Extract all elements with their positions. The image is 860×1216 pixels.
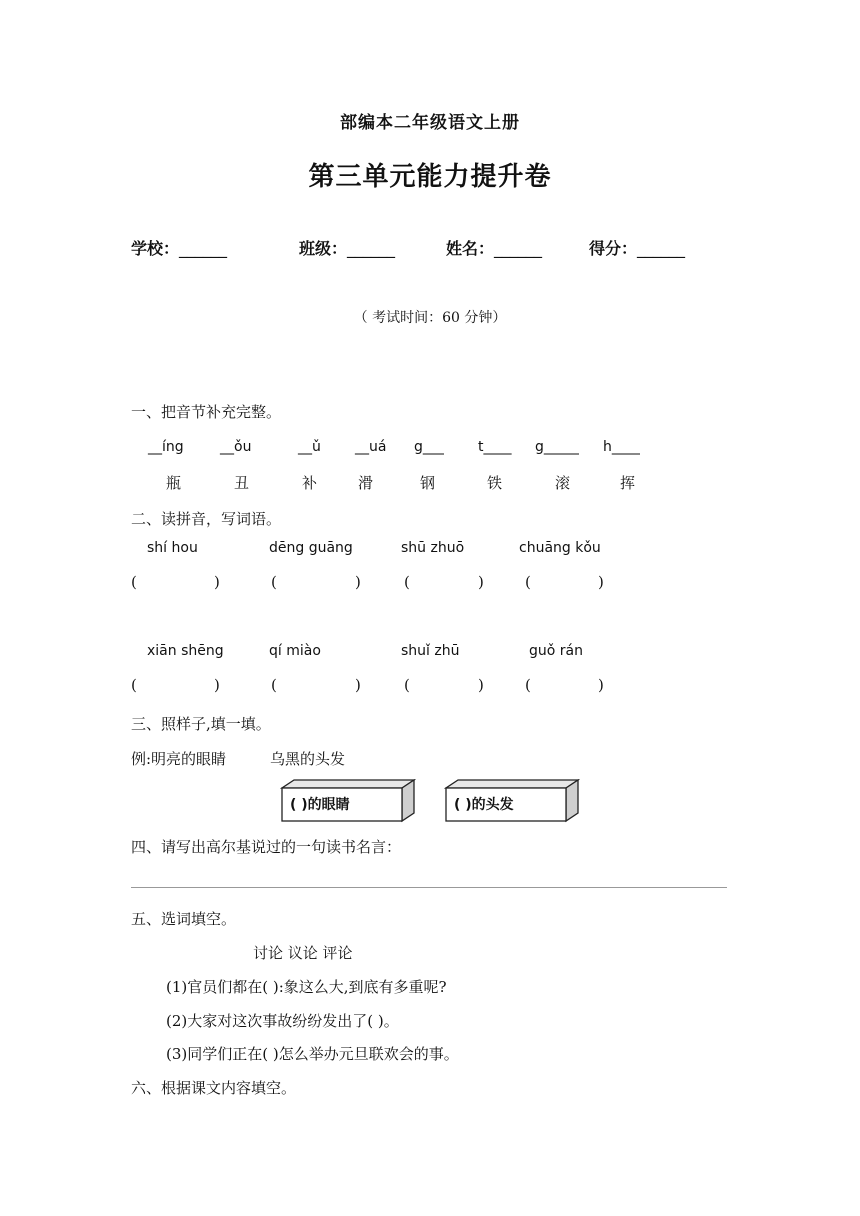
- q5-item-2: (2)大家对这次事故纷纷发出了( )。: [166, 1012, 399, 1030]
- q1-pinyin-7: g_____: [535, 439, 579, 455]
- q2-answer-3-close: ): [478, 573, 484, 591]
- q5-word-bank: 讨论 议论 评论: [253, 944, 353, 962]
- q3-box-2: [444, 779, 580, 823]
- q2-answer-2-open: (: [271, 573, 277, 591]
- q1-pinyin-1: __íng: [148, 439, 184, 455]
- q1-heading: 一、把音节补充完整。: [131, 403, 282, 421]
- q2-answer-4-close: ): [598, 573, 604, 591]
- q2-pinyin-2: dēng guāng: [269, 540, 353, 556]
- q2-pinyin-3: shū zhuō: [401, 540, 465, 556]
- q2-pinyin-1: shí hou: [147, 540, 198, 556]
- q2-pinyin-5: xiān shēng: [147, 643, 224, 659]
- q4-answer-line: [131, 887, 727, 888]
- q2-heading: 二、读拼音，写词语。: [131, 510, 282, 528]
- q1-char-3: 补: [302, 474, 318, 492]
- q2-answer-6-close: ): [355, 676, 361, 694]
- q2-answer-7-close: ): [478, 676, 484, 694]
- q3-example-2: 乌黑的头发: [270, 750, 346, 768]
- q2-answer-4-open: (: [525, 573, 531, 591]
- q2-answer-5-close: ): [214, 676, 220, 694]
- q1-char-2: 丑: [234, 474, 250, 492]
- q2-answer-8-open: (: [525, 676, 531, 694]
- q2-answer-7-open: (: [404, 676, 410, 694]
- page-subtitle: 部编本二年级语文上册: [340, 113, 520, 133]
- q1-char-7: 滚: [555, 474, 571, 492]
- q2-pinyin-7: shuǐ zhū: [401, 643, 460, 659]
- info-school-blank: ______: [179, 239, 228, 258]
- info-school: [131, 236, 227, 259]
- q1-char-6: 铁: [487, 474, 503, 492]
- info-name: [446, 236, 542, 259]
- q3-box-1: [280, 779, 416, 823]
- q2-answer-3-open: (: [404, 573, 410, 591]
- q3-heading: 三、照样子,填一填。: [131, 715, 271, 733]
- q1-char-4: 滑: [358, 474, 374, 492]
- q2-answer-2-close: ): [355, 573, 361, 591]
- info-class-blank: ______: [347, 239, 396, 258]
- info-name-blank: ______: [494, 239, 543, 258]
- info-class-label: 班级：: [299, 239, 348, 258]
- q1-char-8: 挥: [620, 474, 636, 492]
- q1-pinyin-5: g___: [414, 439, 444, 455]
- q2-answer-1-open: (: [131, 573, 137, 591]
- q6-heading: 六、根据课文内容填空。: [131, 1079, 297, 1097]
- q2-answer-8-close: ): [598, 676, 604, 694]
- q2-pinyin-4: chuāng kǒu: [519, 540, 601, 556]
- info-school-label: 学校：: [131, 239, 180, 258]
- q2-answer-6-open: (: [271, 676, 277, 694]
- q3-box-2-text: ( )的头发: [454, 797, 514, 813]
- q1-pinyin-2: __ǒu: [220, 439, 252, 455]
- q5-item-3: (3)同学们正在( )怎么举办元旦联欢会的事。: [166, 1045, 459, 1063]
- info-score-blank: ______: [637, 239, 686, 258]
- q1-pinyin-4: __uá: [355, 439, 387, 455]
- q1-char-1: 瓶: [166, 474, 182, 492]
- exam-time: （ 考试时间：60 分钟）: [353, 310, 507, 326]
- q1-pinyin-8: h____: [603, 439, 640, 455]
- q1-pinyin-3: __ǔ: [298, 439, 321, 455]
- q1-char-5: 钢: [420, 474, 436, 492]
- q4-heading: 四、请写出高尔基说过的一句读书名言：: [131, 838, 402, 856]
- info-name-label: 姓名：: [446, 239, 495, 258]
- page-title: 第三单元能力提升卷: [308, 162, 552, 192]
- info-class: [299, 236, 395, 259]
- q2-answer-1-close: ): [214, 573, 220, 591]
- q3-box-1-text: ( )的眼睛: [290, 797, 350, 813]
- info-score: [589, 236, 685, 259]
- q1-pinyin-6: t____: [478, 439, 512, 455]
- q3-example-1: 例:明亮的眼睛: [131, 750, 227, 768]
- q2-pinyin-6: qí miào: [269, 643, 321, 659]
- q2-pinyin-8: guǒ rán: [529, 643, 583, 659]
- q2-answer-5-open: (: [131, 676, 137, 694]
- q5-item-1: (1)官员们都在( ):象这么大,到底有多重呢?: [166, 978, 447, 996]
- info-score-label: 得分：: [589, 239, 638, 258]
- q5-heading: 五、选词填空。: [131, 910, 237, 928]
